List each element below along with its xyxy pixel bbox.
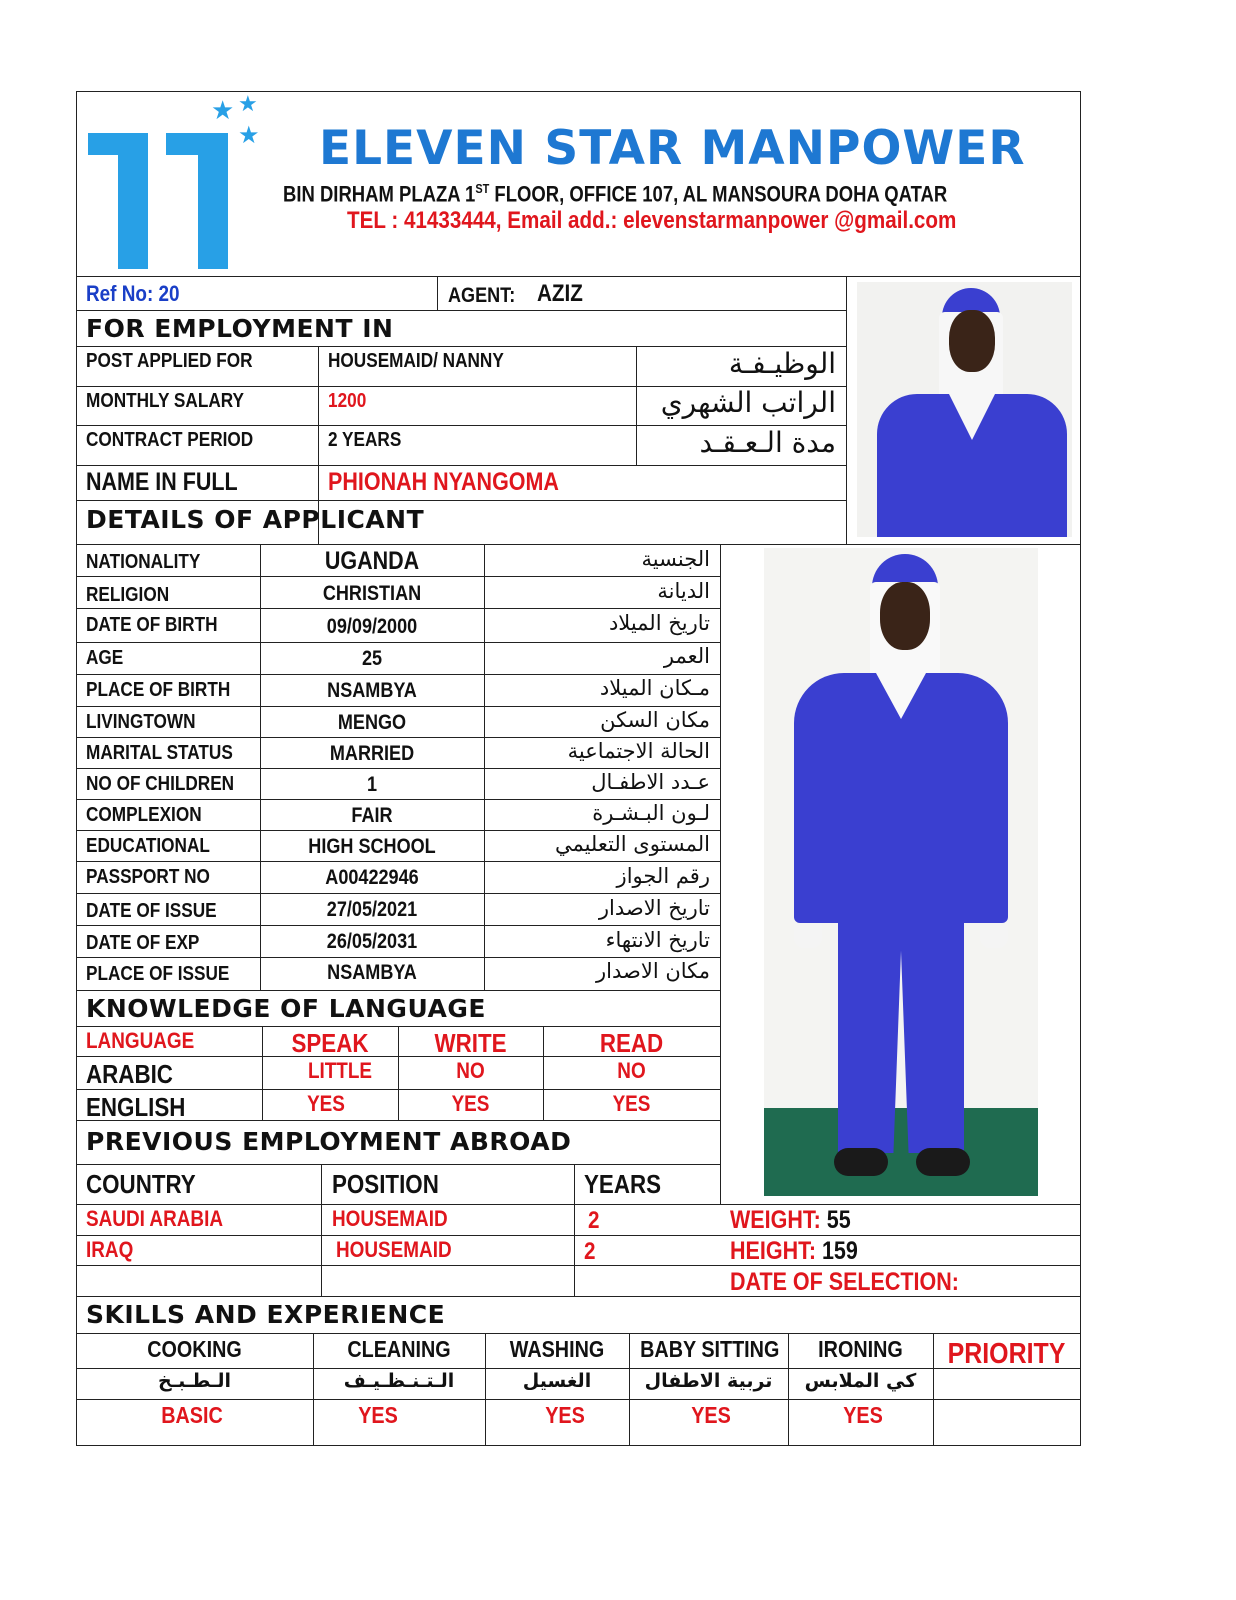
detail-label: LIVINGTOWN (86, 711, 196, 733)
language-header: READ (599, 1028, 664, 1058)
section-title-details: DETAILS OF APPLICANT (86, 505, 425, 534)
previous-position: HOUSEMAID (332, 1206, 448, 1231)
company-name: ELEVEN STAR MANPOWER (319, 121, 1026, 176)
detail-value: MARRIED (329, 742, 415, 765)
applicant-full-body-photo (764, 548, 1038, 1196)
section-title-employment: FOR EMPLOYMENT IN (86, 314, 394, 343)
date-of-selection: DATE OF SELECTION: (730, 1268, 959, 1296)
detail-label: DATE OF BIRTH (86, 614, 218, 636)
detail-value: 27/05/2021 (326, 898, 418, 921)
previous-position: HOUSEMAID (336, 1237, 452, 1262)
detail-arabic: تاريخ الميلاد (608, 611, 710, 635)
employment-value: HOUSEMAID/ NANNY (328, 350, 504, 372)
detail-value: A00422946 (325, 866, 419, 889)
star-icon: ★ (211, 95, 235, 125)
language-write: NO (456, 1058, 485, 1083)
letterhead (76, 91, 1080, 276)
detail-arabic: لـون البـشـرة (592, 801, 710, 825)
priority-label: PRIORITY (947, 1338, 1066, 1370)
floor (764, 1108, 1038, 1196)
detail-value: 25 (361, 647, 383, 670)
skill-name: BABY SITTING (640, 1336, 780, 1362)
employment-label: CONTRACT PERIOD (86, 429, 254, 451)
skill-value: YES (358, 1402, 398, 1428)
detail-arabic: تاريخ الاصدار (598, 896, 710, 920)
language-write: YES (451, 1091, 490, 1116)
detail-value: 1 (366, 773, 378, 796)
employment-arabic: مدة الـعـقـد (699, 426, 836, 459)
section-title-language: KNOWLEDGE OF LANGUAGE (86, 994, 486, 1023)
detail-value: UGANDA (324, 547, 420, 575)
detail-arabic: الجنسية (641, 547, 710, 571)
detail-label: DATE OF EXP (86, 932, 200, 954)
skill-value: BASIC (161, 1402, 223, 1428)
detail-value: NSAMBYA (327, 679, 417, 702)
language-read: YES (612, 1091, 651, 1116)
ref-label: Ref No: 20 (86, 281, 180, 306)
shoe (916, 1148, 970, 1176)
previous-header: YEARS (584, 1169, 662, 1199)
detail-arabic: العمر (663, 644, 710, 668)
language-header: SPEAK (291, 1028, 369, 1058)
shoe (834, 1148, 888, 1176)
previous-country: IRAQ (86, 1237, 134, 1262)
section-title-skills: SKILLS AND EXPERIENCE (86, 1300, 446, 1329)
skill-arabic: الـتـنـظـيـف (343, 1370, 455, 1392)
detail-label: RELIGION (86, 584, 170, 606)
detail-label: DATE OF ISSUE (86, 900, 217, 922)
name-value: PHIONAH NYANGOMA (328, 468, 559, 496)
previous-header: POSITION (332, 1169, 439, 1199)
company-contact: TEL : 41433444, Email add.: elevenstarmanpower @gmail.com (347, 207, 957, 234)
skill-arabic: كي الملابس (804, 1370, 917, 1392)
section-title-previous: PREVIOUS EMPLOYMENT ABROAD (86, 1127, 572, 1156)
skill-name: IRONING (818, 1336, 903, 1362)
detail-arabic: المستوى التعليمي (554, 832, 710, 856)
face (880, 582, 930, 650)
detail-value: 09/09/2000 (326, 615, 418, 638)
detail-label: AGE (86, 647, 124, 669)
salary-value: 1200 (328, 390, 367, 412)
detail-arabic: عـدد الاطفـال (591, 770, 710, 794)
detail-label: NO OF CHILDREN (86, 773, 235, 795)
name-label: NAME IN FULL (86, 468, 238, 496)
language-name: ENGLISH (86, 1092, 186, 1122)
detail-label: COMPLEXION (86, 804, 202, 826)
agent-value: AZIZ (537, 280, 583, 307)
employment-arabic: الوظيـفـة (728, 347, 836, 380)
language-header: WRITE (434, 1028, 507, 1058)
detail-value: MENGO (337, 711, 407, 734)
detail-label: EDUCATIONAL (86, 835, 210, 857)
detail-value: HIGH SCHOOL (308, 835, 436, 858)
detail-arabic: مكان السكن (600, 708, 710, 732)
skill-name: COOKING (147, 1336, 242, 1362)
previous-country: SAUDI ARABIA (86, 1206, 223, 1231)
detail-label: MARITAL STATUS (86, 742, 233, 764)
height: HEIGHT: 159 (730, 1237, 858, 1265)
skill-arabic: تربية الاطفال (644, 1370, 773, 1392)
previous-years: 2 (584, 1238, 596, 1265)
skill-name: WASHING (509, 1336, 605, 1362)
skill-arabic: الـطـبـخ (157, 1370, 232, 1392)
detail-label: PLACE OF BIRTH (86, 679, 231, 701)
detail-value: CHRISTIAN (322, 582, 422, 605)
skill-name: CLEANING (347, 1336, 451, 1362)
language-speak: LITTLE (307, 1058, 373, 1083)
detail-arabic: الحالة الاجتماعية (567, 739, 710, 763)
detail-arabic: مكان الاصدار (596, 959, 710, 983)
applicant-portrait-photo (857, 282, 1072, 537)
employment-arabic: الراتب الشهري (660, 386, 836, 419)
skill-value: YES (691, 1402, 731, 1428)
detail-label: PLACE OF ISSUE (86, 963, 230, 985)
skill-value: YES (545, 1402, 585, 1428)
language-read: NO (617, 1058, 646, 1083)
detail-label: NATIONALITY (86, 551, 201, 573)
detail-value: 26/05/2031 (326, 930, 418, 953)
agent-label: AGENT: (448, 284, 516, 307)
employment-label: MONTHLY SALARY (86, 390, 245, 412)
previous-header: COUNTRY (86, 1169, 196, 1199)
detail-arabic: الديانة (657, 579, 710, 603)
language-name: ARABIC (86, 1059, 173, 1089)
detail-arabic: رقم الجواز (616, 864, 710, 888)
previous-years: 2 (588, 1207, 600, 1234)
company-logo (86, 91, 266, 271)
face (949, 310, 995, 372)
skill-arabic: الغسيل (522, 1370, 592, 1392)
star-icon: ★ (238, 122, 260, 149)
detail-value: FAIR (351, 804, 393, 827)
detail-arabic: مـكان الميلاد (599, 676, 710, 700)
skill-value: YES (843, 1402, 883, 1428)
detail-arabic: تاريخ الانتهاء (605, 928, 710, 952)
language-speak: YES (307, 1091, 345, 1116)
weight: WEIGHT: 55 (730, 1206, 851, 1234)
detail-label: PASSPORT NO (86, 866, 210, 888)
company-address: BIN DIRHAM PLAZA 1ST FLOOR, OFFICE 107, AL MANSOURA DOHA QATAR (283, 181, 948, 207)
employment-label: POST APPLIED FOR (86, 350, 253, 372)
detail-value: NSAMBYA (327, 961, 417, 984)
star-icon: ★ (238, 91, 258, 116)
employment-value: 2 YEARS (328, 429, 402, 451)
language-header: LANGUAGE (86, 1028, 195, 1053)
